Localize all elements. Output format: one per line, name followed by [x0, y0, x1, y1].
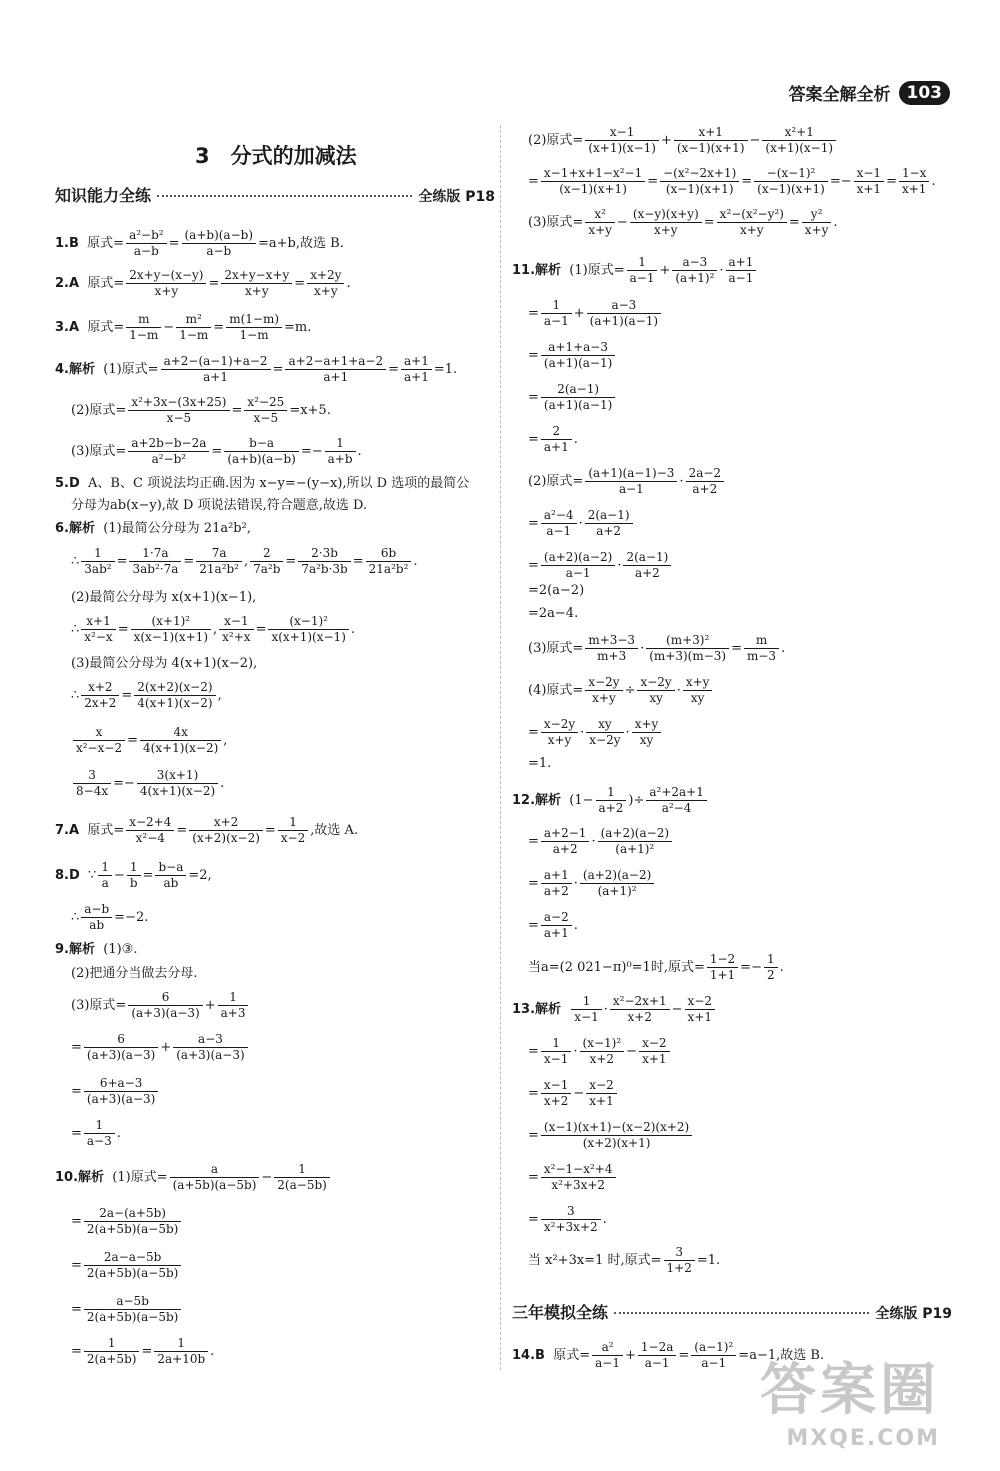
solution-line — [512, 255, 758, 286]
dotted-leader — [157, 195, 412, 197]
solution-line — [55, 725, 227, 756]
formula: = $\frac{2}{a+1}$ . — [528, 424, 578, 454]
formula: 当a=(2 021−π)⁰=1时,原式= $\frac{1-2}{1+1}$ =− $\frac{1}{2}$ . — [528, 952, 784, 982]
solution-line — [512, 550, 673, 581]
problem-number: 6.解析 — [55, 521, 95, 536]
solution-line — [512, 508, 635, 539]
solution-line — [55, 268, 351, 299]
formula: ∵ $\frac{1}{a}$ − $\frac{1}{b}$ = $\frac{b-a}{ab}$ =2, — [88, 860, 212, 890]
formula: $\frac{x}{\text{x²−x−2}}$ = $\frac{4x}{4(x+1)(x-2)}$ , — [71, 733, 227, 748]
formula: = $\frac{3}{\text{x²+3x+2}}$ . — [528, 1204, 607, 1234]
solution-line — [55, 1118, 121, 1149]
section-title: 3 分式的加减法 — [195, 144, 357, 168]
solution-line — [512, 424, 578, 455]
solution-line — [512, 952, 784, 983]
header-label: 答案全解全析 — [788, 85, 891, 105]
solution-line — [512, 382, 617, 413]
formula: (1)原式= $\frac{1}{a-1}$ + $\frac{a-3}{\text{(a+1)²}}$ · $\frac{a+1}{a-1}$ — [569, 263, 758, 278]
solution-line — [55, 498, 367, 514]
formula: 原式= $\frac{\text{a²−b²}}{a-b}$ = $\frac{(a+b)(a-b)}{a-b}$ =a+b,故选 B. — [87, 228, 344, 258]
solution-line — [55, 546, 418, 577]
solution-line — [55, 860, 212, 891]
formula: 原式= $\frac{x-2+4}{\text{x²−4}}$ = $\frac{x+2}{(x+2)(x-2)}$ = $\frac{1}{x-2}$ ,故选 A. — [87, 815, 359, 845]
solution-line — [55, 312, 311, 343]
problem-number: 9.解析 — [55, 942, 95, 957]
formula: = $\frac{6+a-3}{(a+3)(a-3)}$ — [71, 1084, 160, 1099]
left-section-heading — [55, 183, 495, 206]
solution-line — [512, 1204, 607, 1235]
formula: = $\frac{1}{a-1}$ + $\frac{a-3}{(a+1)(a-1)}$ — [528, 306, 663, 321]
solution-line — [55, 768, 224, 799]
formula: = $\frac{1}{2(a+5b)}$ = $\frac{1}{2a+10b}$ . — [71, 1336, 215, 1366]
formula: (3)原式= $\frac{\text{x²}}{x+y}$ − $\frac{(x-y)(x+y)}{x+y}$ = $\frac{\text{x²−(x²−y²)}}{x+y}$ = $\frac{\text{y²}}{x+y}$ . — [528, 207, 838, 237]
page-header — [789, 80, 951, 105]
solution-line — [512, 1162, 618, 1193]
formula: ∴ $\frac{x+1}{\text{x²−x}}$ = $\frac{\text{(x+1)²}}{x(x-1)(x+1)}$ , $\frac{x-1}{\text{x²+x}}$ = $\frac{\text{(x−1)²}}{x(x+1)(x-1)}$ . — [71, 614, 356, 644]
problem-number: 10.解析 — [55, 1170, 105, 1185]
formula: = $\frac{a-5b}{2(a+5b)(a-5b)}$ — [71, 1302, 183, 1317]
formula: (4)原式= $\frac{x-2y}{x+y}$ ÷ $\frac{x-2y}{xy}$ · $\frac{x+y}{xy}$ — [528, 683, 714, 698]
solution-line — [512, 910, 578, 941]
solution-line — [55, 815, 358, 846]
solution-line — [55, 942, 137, 958]
solution-line — [512, 994, 717, 1025]
solution-line — [55, 1336, 214, 1367]
formula: (1)最简公分母为 21a²b², — [103, 521, 251, 536]
formula: = $\frac{6}{(a+3)(a-3)}$ + $\frac{a-3}{(a+3)(a-3)}$ — [71, 1040, 250, 1055]
problem-number: 2.A — [55, 276, 80, 291]
problem-number: 3.A — [55, 320, 80, 335]
problem-number: 8.D — [55, 868, 80, 883]
solution-line — [512, 717, 663, 748]
formula: ∴ $\frac{a-b}{ab}$ =−2. — [71, 902, 149, 932]
formula: 分母为ab(x−y),故 D 项说法错误,符合题意,故选 D. — [71, 498, 368, 513]
formula: = $\frac{2a-a-5b}{2(a+5b)(a-5b)}$ — [71, 1258, 183, 1273]
solution-line — [55, 1162, 332, 1193]
solution-line — [512, 675, 714, 706]
right-section-heading — [512, 1300, 952, 1323]
formula: = $\frac{a-2}{a+1}$ . — [528, 910, 578, 940]
formula: A、B、C 项说法均正确.因为 x−y=−(y−x),所以 D 选项的最简公 — [88, 476, 470, 491]
problem-number: 7.A — [55, 823, 80, 838]
formula: (1)③. — [103, 942, 138, 957]
formula: $\frac{1}{x-1}$ · $\frac{\text{x²−2x+1}}{x+2}$ − $\frac{x-2}{x+1}$ — [569, 1002, 717, 1017]
right-section-ref: 全练版 P19 — [875, 1306, 952, 1322]
solution-line — [512, 633, 785, 664]
solution-line — [55, 228, 344, 259]
watermark-logo: 答案圈 — [760, 1358, 940, 1423]
problem-number: 13.解析 — [512, 1002, 562, 1017]
formula: = $\frac{(a+2)(a-2)}{a-1}$ · $\frac{2(a-1)}{a+2}$ — [528, 558, 673, 573]
problem-number: 5.D — [55, 476, 80, 491]
formula: ∴ $\frac{x+2}{2x+2}$ = $\frac{2(x+2)(x-2)}{4(x+1)(x-2)}$ , — [71, 680, 222, 710]
left-section-ref: 全练版 P18 — [418, 189, 495, 205]
solution-line — [512, 826, 674, 857]
solution-line — [55, 354, 457, 385]
page-number: 103 — [899, 81, 951, 105]
solution-line — [512, 340, 617, 371]
formula: = $\frac{1}{x-1}$ · $\frac{\text{(x−1)²}}{x+2}$ − $\frac{x-2}{x+1}$ — [528, 1044, 672, 1059]
solution-line — [55, 476, 469, 492]
formula: (2)原式= $\frac{\text{x²+3x−(3x+25)}}{x-5}$ = $\frac{\text{x²−25}}{x-5}$ =x+5. — [71, 395, 331, 425]
solution-line — [512, 466, 726, 497]
problem-number: 11.解析 — [512, 263, 562, 278]
formula: (1− $\frac{1}{a+2}$ )÷ $\frac{\text{a²+2a+1}}{\text{a²−4}}$ — [569, 793, 709, 808]
formula: = $\frac{2(a-1)}{(a+1)(a-1)}$ — [528, 390, 617, 405]
formula: = $\frac{a+1}{a+2}$ · $\frac{(a+2)(a-2)}{\text{(a+1)²}}$ — [528, 876, 656, 891]
left-section-title: 知识能力全练 — [55, 186, 152, 205]
solution-line — [55, 1294, 183, 1325]
formula: =2a−4. — [528, 606, 579, 621]
formula: (2)把通分当做去分母. — [71, 966, 198, 981]
solution-line — [55, 521, 251, 537]
formula: 原式= $\frac{2x+y-(x-y)}{x+y}$ = $\frac{2x+y-x+y}{x+y}$ = $\frac{x+2y}{x+y}$ . — [87, 268, 351, 298]
column-divider — [500, 125, 502, 1370]
solution-line — [512, 868, 656, 899]
formula: 原式= $\frac{\text{a²}}{a-1}$ + $\frac{1-2a}{a-1}$ = $\frac{\text{(a−1)²}}{a-1}$ =a−1,故选 B. — [553, 1340, 825, 1370]
solution-line — [55, 1032, 250, 1063]
solution-line — [55, 656, 257, 672]
formula: = $\frac{1}{a-3}$ . — [71, 1118, 121, 1148]
solution-line — [512, 1036, 672, 1067]
formula: ∴ $\frac{1}{\text{3ab²}}$ = $\frac{1\cdot 7a}{\text{3ab²·7a}}$ = $\frac{7a}{\text{21a²b²}}$ , $\frac{2}{\text{7a²b}}$ = $\frac{2\cdot 3b}{\text{7a²b·3b}}$ = $\frac{6b}{\text{21a²b²}}$ . — [71, 546, 418, 576]
dotted-leader — [614, 1312, 869, 1314]
formula: = $\frac{a+2-1}{a+2}$ · $\frac{(a+2)(a-2)}{\text{(a+1)²}}$ — [528, 834, 674, 849]
formula: = $\frac{\text{a²−4}}{a-1}$ · $\frac{2(a-1)}{a+2}$ — [528, 516, 635, 531]
solution-line — [512, 298, 663, 329]
solution-line — [512, 166, 936, 197]
formula: = $\frac{\text{x²−1−x²+4}}{\text{x²+3x+2}}$ — [528, 1170, 618, 1185]
watermark-site: MXQE.COM — [786, 1426, 940, 1451]
solution-line — [55, 1076, 160, 1107]
problem-number: 14.B — [512, 1348, 545, 1363]
formula: (3)最简公分母为 4(x+1)(x−2), — [71, 656, 258, 671]
formula: = $\frac{x-1}{x+2}$ − $\frac{x-2}{x+1}$ — [528, 1086, 619, 1101]
formula: (2)原式= $\frac{(a+1)(a-1)-3}{a-1}$ · $\frac{2a-2}{a+2}$ — [528, 474, 726, 489]
formula: 当 x²+3x=1 时,原式= $\frac{3}{1+2}$ =1. — [528, 1245, 721, 1275]
solution-line — [512, 1078, 619, 1109]
watermark — [760, 1346, 940, 1451]
formula: =2(a−2) — [528, 583, 585, 598]
problem-number: 4.解析 — [55, 362, 95, 377]
formula: =1. — [528, 756, 552, 771]
solution-line — [55, 966, 198, 982]
problem-number: 1.B — [55, 236, 79, 251]
formula: = $\frac{x-2y}{x+y}$ · $\frac{xy}{x-2y}$ · $\frac{x+y}{xy}$ — [528, 725, 663, 740]
solution-line — [55, 436, 362, 467]
formula: (3)原式= $\frac{a+2b-b-2a}{\text{a²−b²}}$ = $\frac{b-a}{(a+b)(a-b)}$ =− $\frac{1}{a+b}$ . — [71, 436, 362, 466]
solution-line — [55, 614, 355, 645]
formula: $\frac{3}{8-4x}$ =− $\frac{3(x+1)}{4(x+1)(x-2)}$ . — [71, 776, 224, 791]
solution-line — [55, 1250, 183, 1281]
problem-number: 12.解析 — [512, 793, 562, 808]
solution-line — [55, 395, 331, 426]
solution-line — [512, 1120, 694, 1151]
solution-line — [512, 785, 709, 816]
formula: (3)原式= $\frac{6}{(a+3)(a-3)}$ + $\frac{1}{a+3}$ — [71, 998, 250, 1013]
solution-line — [55, 680, 222, 711]
solution-line — [512, 207, 838, 238]
solution-line — [55, 990, 250, 1021]
formula: (3)原式= $\frac{m+3-3}{m+3}$ · $\frac{\text{(m+3)²}}{(m+3)(m-3)}$ = $\frac{m}{m-3}$ . — [528, 633, 786, 663]
formula: = $\frac{2a-(a+5b)}{2(a+5b)(a-5b)}$ — [71, 1214, 183, 1229]
formula: = $\frac{(x-1)(x+1)-(x-2)(x+2)}{(x+2)(x+1)}$ — [528, 1128, 694, 1143]
solution-line — [55, 1206, 183, 1237]
solution-line — [512, 583, 584, 599]
solution-line — [512, 125, 838, 156]
solution-line — [512, 1245, 720, 1276]
right-section-title: 三年模拟全练 — [512, 1303, 609, 1322]
formula: 原式= $\frac{m}{1-m}$ − $\frac{\text{m²}}{1-m}$ = $\frac{m(1-m)}{1-m}$ =m. — [87, 312, 312, 342]
solution-line — [55, 590, 256, 606]
formula: (2)最简公分母为 x(x+1)(x−1), — [71, 590, 257, 605]
solution-line — [512, 606, 578, 622]
formula: (1)原式= $\frac{a+2-(a-1)+a-2}{a+1}$ = $\frac{a+2-a+1+a-2}{a+1}$ = $\frac{a+1}{a+1}$ =1. — [103, 354, 458, 384]
formula: = $\frac{a+1+a-3}{(a+1)(a-1)}$ — [528, 348, 617, 363]
formula: = $\frac{\text{x−1+x+1−x²−1}}{(x-1)(x+1)}$ = $\frac{\text{−(x²−2x+1)}}{(x-1)(x+1)}$ = $\frac{\text{−(x−1)²}}{(x-1)(x+1)}$ =− $\frac{x-1}{x+1}$ = $\frac{1-x}{x+1}$ . — [528, 166, 936, 196]
solution-line — [512, 756, 551, 772]
solution-line — [55, 902, 148, 933]
formula: (2)原式= $\frac{x-1}{(x+1)(x-1)}$ + $\frac{x+1}{(x-1)(x+1)}$ − $\frac{\text{x²+1}}{(x+1)(x-1)}$ — [528, 133, 838, 148]
formula: (1)原式= $\frac{a}{(a+5b)(a-5b)}$ − $\frac{1}{2(a-5b)}$ — [112, 1170, 332, 1185]
